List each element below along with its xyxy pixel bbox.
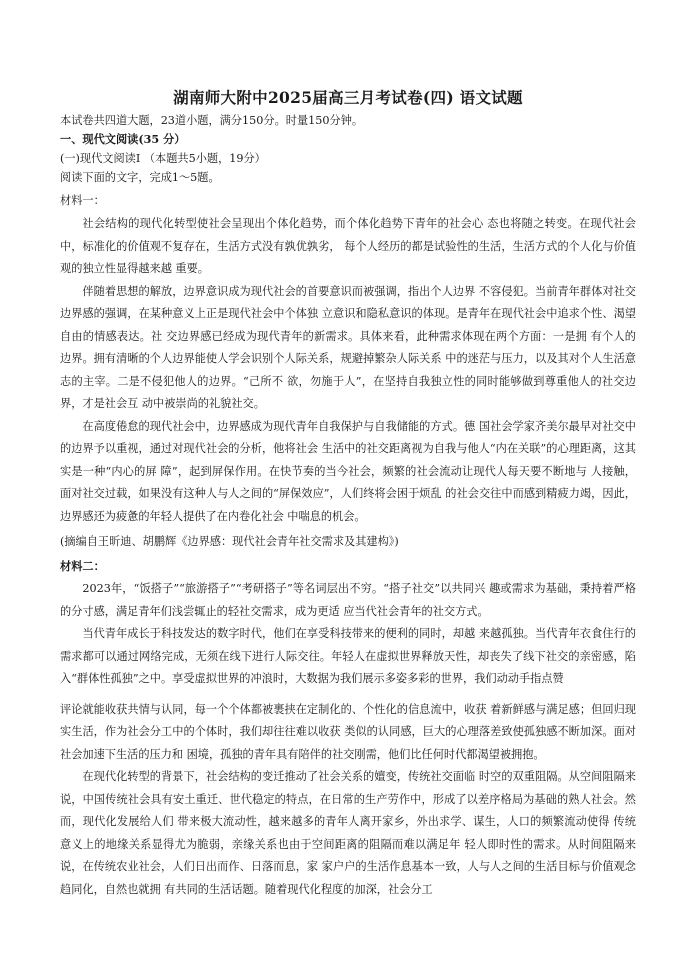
material-one-paragraph-3: 在高度倦怠的现代社会中，边界感成为现代青年自我保护与自我储能的方式。德 国社会学家齐美尔最早对社交中的边界予以重视，通过对现代社会的分析，他将社会 生活中的社交距离视为自我与他人“内在关联”的心理距离，这其实是一种“内心的屏 障”，起到屏保作用。在快节奏的当今社会，频繁的社会流动让现代人每天要不断地与 人接触，面对社交过载，如果没有这种人与人之间的“屏保效应”，人们终将会困于烦乱 的社会交往中而感到精疲力竭，因此，边界感还为疲惫的年轻人提供了在内卷化社会 中喘息的机会。 xyxy=(60,419,636,523)
material-one-source: (摘编自王昕迪、胡鹏辉《边界感：现代社会青年社交需求及其建构》) xyxy=(60,535,399,548)
page-gap xyxy=(60,691,636,699)
exam-title: 湖南师大附中2025届高三月考试卷(四) 语文试题 xyxy=(173,88,523,107)
reading-instruction: 阅读下面的文字，完成1～5题。 xyxy=(60,171,220,184)
section-heading: 一、现代文阅读(35 分） xyxy=(60,132,186,146)
material-two-paragraph-1: 2023年，“饭搭子”“旅游搭子”“考研搭子”等名词层出不穷。“搭子社交”以共同兴 趣或需求为基础，秉持着严格的分寸感，满足青年们浅尝辄止的轻社交需求，成为更适 应当代社会青年的社交方式。 xyxy=(60,582,636,618)
material-two-paragraph-3: 评论就能收获共情与认同，每一个个体都被裹挟在定制化的、个性化的信息流中，收获 着新鲜感与满足感；但回归现实生活，作为社会分工中的个体时，我们却往往难以收获 类似的认同感，巨大的心理落差致使孤独感不断加深。面对社会加速下生活的压力和 困境，孤独的青年具有陪伴的社交刚需，他们比任何时代都渴望被拥抱。 xyxy=(60,702,636,761)
material-one-paragraph-2: 伴随着思想的解放，边界意识成为现代社会的首要意识而被强调，指出个人边界 不容侵犯。当前青年群体对社交边界感的强调，在某种意义上正是现代社会中个体独 立意识和隐私意识的体现。是青年在现代社会中追求个性、渴望自由的情感表达。社 交边界感已经成为现代青年的新需求。具体来看，此种需求体现在两个方面：一是拥 有个人的边界。拥有清晰的个人边界能使人学会识别个人际关系，规避掉繁杂人际关系 中的迷茫与压力，以及其对个人生活意志的主宰。二是不侵犯他人的边界。“己所不 欲，勿施于人”，在坚持自我独立性的同时能够做到尊重他人的社交边界，才是社会互 动中被崇尚的礼貌社交。 xyxy=(60,284,636,410)
material-two-paragraph-2: 当代青年成长于科技发达的数字时代，他们在享受科技带来的便利的同时，却越 来越孤独。当代青年衣食住行的需求都可以通过网络完成，无须在线下进行人际交往。年轻人在虚拟世界释放天性，却丧失了线下社交的亲密感，陷入“群体性孤独”之中。享受虚拟世界的冲浪时，大数据为我们展示多姿多彩的世界，我们动动手指点赞 xyxy=(60,627,636,685)
material-one-label: 材料一： xyxy=(60,194,105,207)
subsection-heading: (一)现代文阅读Ⅰ （本题共5小题，19分） xyxy=(60,152,266,165)
material-one-paragraph-1: 社会结构的现代化转型使社会呈现出个体化趋势，而个体化趋势下青年的社会心 态也将随之转变。在现代社会中，标准化的价值观不复存在，生活方式没有孰优孰劣， 每个人经历的都是试验性的生活，生活方式的个人化与价值观的独立性显得越来越 重要。 xyxy=(60,217,636,275)
exam-intro: 本试卷共四道大题，23道小题，满分150分。时量150分钟。 xyxy=(60,114,364,127)
material-two-paragraph-4: 在现代化转型的背景下，社会结构的变迁推动了社会关系的嬗变，传统社交面临 时空的双重阻隔。从空间阻隔来说，中国传统社会具有安土重迁、世代稳定的特点，在日常的生产劳作中，形成了以差序格局为基础的熟人社会。然而，现代化发展给人们 带来极大流动性，越来越多的青年人离开家乡，外出求学、谋生，人口的频繁流动使得 传统意义上的地缘关系显得尤为脆弱，亲缘关系也由于空间距离的阻隔而难以满足年 轻人即时性的需求。从时间阻隔来说，在传统农业社会，人们日出而作、日落而息，家 家户户的生活作息基本一致，人与人之间的生活目标与价值观念趋同化，自然也就拥 有共同的生活话题。随着现代化程度的加深，社会分工 xyxy=(60,770,636,896)
material-two-label: 材料二： xyxy=(60,559,105,573)
